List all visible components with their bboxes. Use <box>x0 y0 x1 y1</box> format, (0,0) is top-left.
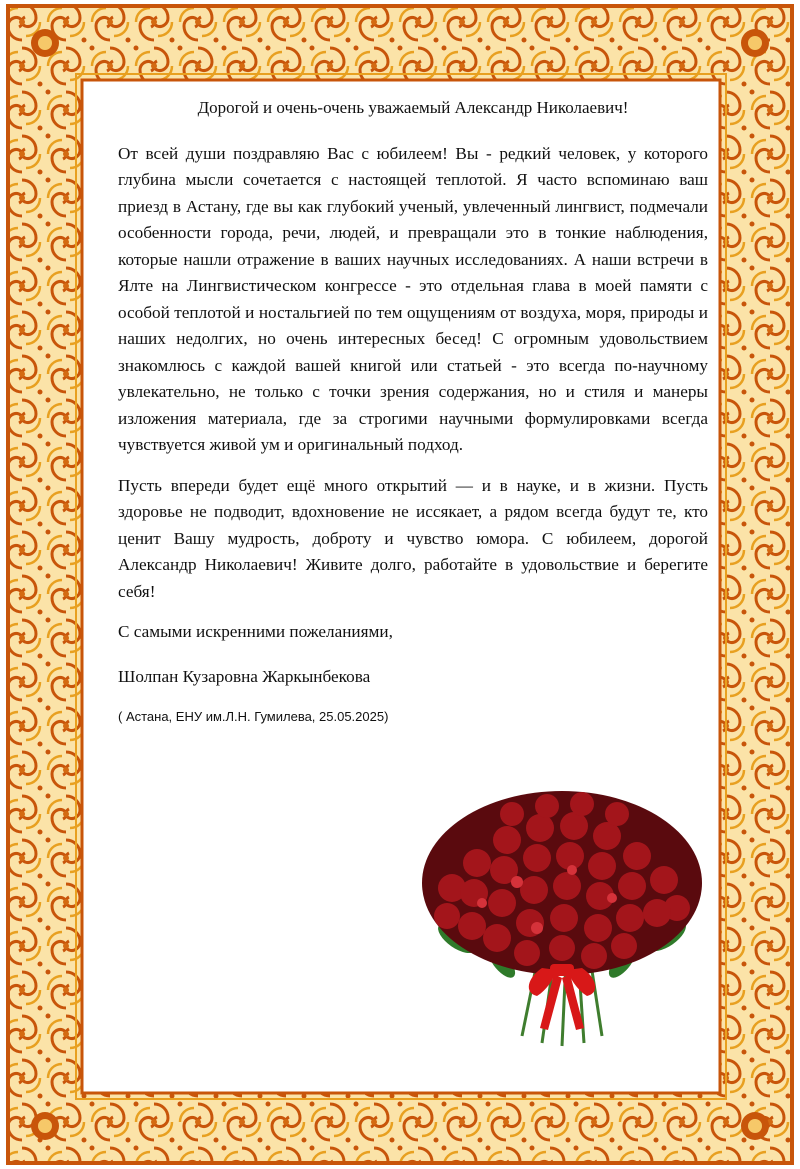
paragraph-wishes: Пусть впереди будет ещё много открытий — и в науке, и в жизни. Пусть здоровье не подводит, вдохновение не иссякает, а рядом всегда будут те, кто ценит Вашу мудрость, доброту и чувство юмора. С юбилеем, дорогой Александр Николаевич! Живите долго, работайте в удовольствие и берегите себя! <box>118 475 708 601</box>
closing-line: С самыми искренними пожеланиями, <box>118 622 393 641</box>
letter-body <box>118 95 708 749</box>
signature: Шолпан Кузаровна Жаркынбекова <box>118 666 371 686</box>
paragraph-congratulations: От всей души поздравляю Вас с юбилеем! Вы - редкий человек, у которого глубина мысли сочетается с настоящей теплотой. Я часто вспоминаю ваш приезд в Астану, где вы как глубокий ученый, увлеченный лингвист, подмечали особенности города, речи, людей, и превращали это в тонкие наблюдения, которые нашли отражение в ваших научных исследованиях. А наши встречи в Ялте на Лингвистическом конгрессе - это отдельная глава в моей памяти с особой теплотой и ностальгией по тем ощущениям от воздуха, моря, природы и наших недолгих, но очень интересных бесед! С огромным удовольствием знакомлюсь с каждой вашей книгой или статьей - это всегда по-научному увлекательно, не только с точки зрения содержания, но и стиля и манеры изложения материала, где за строгими научными формулировками всегда чувствуется живой ум и оригинальный подход. <box>118 143 708 454</box>
place-date: ( Астана, ЕНУ им.Л.Н. Гумилева, 25.05.2025) <box>118 709 389 724</box>
greeting-line: Дорогой и очень-очень уважаемый Александр Николаевич! <box>197 98 629 117</box>
rose-bouquet-image <box>412 778 712 1053</box>
